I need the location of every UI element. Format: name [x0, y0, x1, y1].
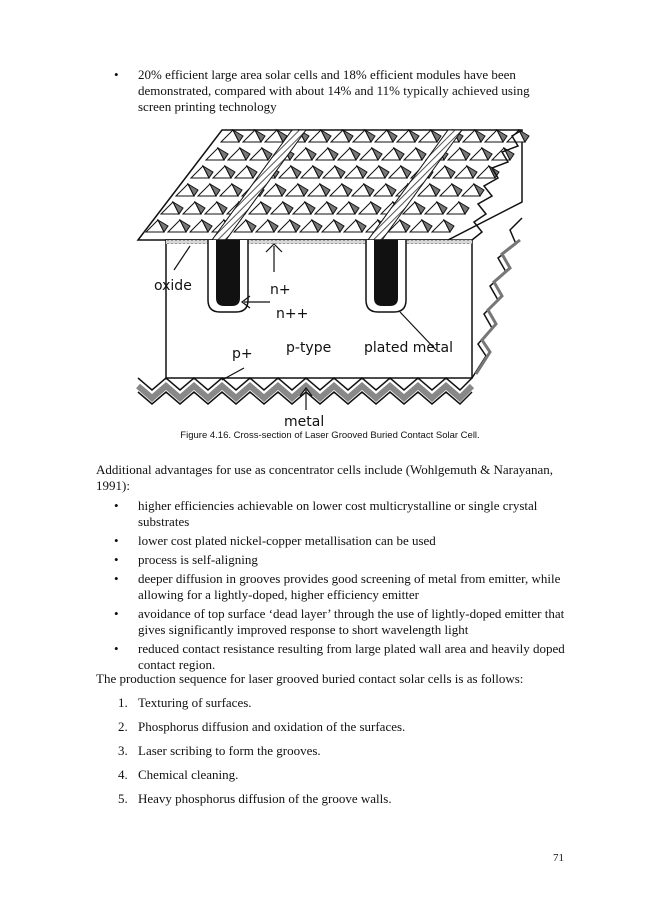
list-item — [114, 606, 566, 638]
bullet-glyph: • — [114, 533, 119, 548]
list-item — [114, 498, 566, 530]
step-text: Laser scribing to form the grooves. — [138, 743, 321, 758]
step-number: 4. — [118, 767, 128, 782]
list-item-text: process is self-aligning — [138, 552, 258, 567]
production-intro: The production sequence for laser grooved buried contact solar cells is as follows: — [96, 671, 524, 686]
bullet-glyph: • — [114, 606, 119, 621]
label-n-plus-plus: n++ — [276, 306, 309, 322]
production-step — [118, 695, 538, 719]
groove-left — [208, 240, 248, 312]
textured-surface — [138, 130, 529, 240]
production-step — [118, 743, 538, 767]
list-item — [114, 571, 566, 603]
production-step — [118, 767, 538, 791]
advantages-intro: Additional advantages for use as concentrator cells include (Wohlgemuth & Narayanan, 1991): — [96, 462, 554, 493]
groove-right — [366, 240, 406, 312]
page-number: 71 — [553, 852, 564, 864]
step-number: 1. — [118, 695, 128, 710]
bullet-glyph: • — [114, 571, 119, 586]
top-bullet-text: 20% efficient large area solar cells and 18% efficient modules have been demonstrated, compared with about 14% and 11% typically achieved using screen printing technology — [138, 67, 530, 114]
list-item-text: reduced contact resistance resulting from large plated wall area and heavily doped contact region. — [138, 641, 565, 672]
advantages-list — [114, 498, 566, 676]
label-metal: metal — [284, 414, 325, 430]
back-surface — [138, 378, 472, 404]
label-oxide: oxide — [154, 278, 192, 294]
solar-cell-cross-section-figure — [130, 122, 530, 442]
list-item — [114, 533, 566, 549]
list-item-text: higher efficiencies achievable on lower cost multicrystalline or single crystal substrates — [138, 498, 538, 529]
production-step — [118, 719, 538, 743]
label-plated-metal: plated metal — [364, 340, 454, 356]
label-n-plus: n+ — [270, 282, 291, 298]
list-item-text: deeper diffusion in grooves provides good screening of metal from emitter, while allowing for a lightly-doped, higher efficiency emitter — [138, 571, 561, 602]
step-text: Heavy phosphorus diffusion of the groove walls. — [138, 791, 392, 806]
bullet-glyph: • — [114, 641, 119, 656]
step-text: Texturing of surfaces. — [138, 695, 252, 710]
label-p-type: p-type — [286, 340, 332, 356]
production-step — [118, 791, 538, 815]
step-text: Chemical cleaning. — [138, 767, 239, 782]
step-number: 2. — [118, 719, 128, 734]
bullet-glyph: • — [114, 67, 119, 82]
list-item — [114, 641, 566, 673]
list-item-text: lower cost plated nickel-copper metallisation can be used — [138, 533, 436, 548]
list-item-text: avoidance of top surface ‘dead layer’ through the use of lightly-doped emitter that gives significantly improved response to short wavelength light — [138, 606, 565, 637]
production-steps — [118, 695, 538, 815]
top-bullet — [114, 67, 554, 115]
list-item — [114, 552, 566, 568]
bullet-glyph: • — [114, 498, 119, 513]
bullet-glyph: • — [114, 552, 119, 567]
step-number: 5. — [118, 791, 128, 806]
top-bullet-row — [114, 67, 554, 115]
label-p-plus: p+ — [232, 346, 253, 362]
step-number: 3. — [118, 743, 128, 758]
step-text: Phosphorus diffusion and oxidation of the surfaces. — [138, 719, 406, 734]
figure-caption: Figure 4.16. Cross-section of Laser Grooved Buried Contact Solar Cell. — [180, 430, 480, 441]
